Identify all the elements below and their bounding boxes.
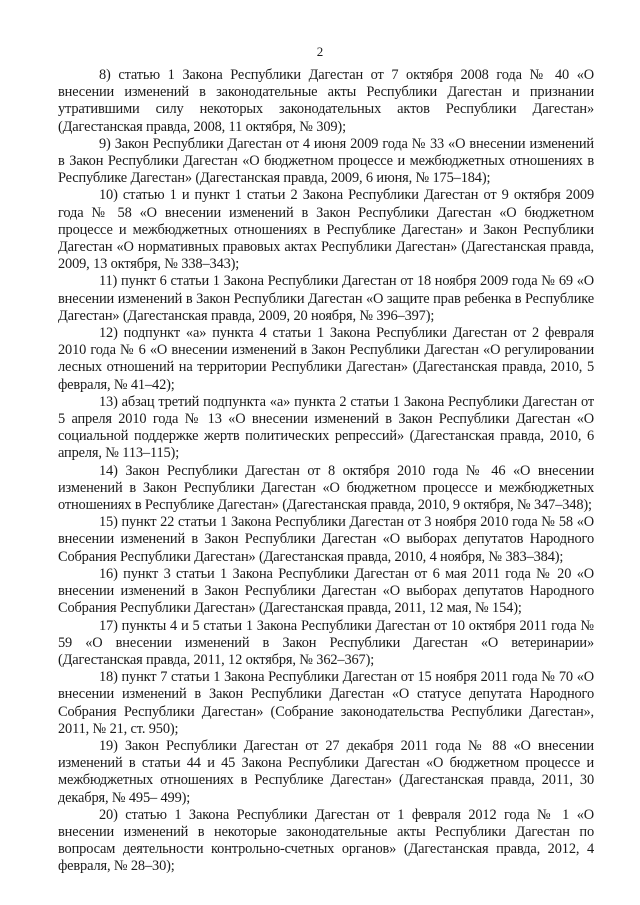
list-item: 19) Закон Республики Дагестан от 27 декабря 2011 года № 88 «О внесении изменений в статьи 44 и 45 Закона Республики Дагестан «О бюджетном процессе и межбюджетных отношениях в Республике Дагестан» (Дагестанская правда, 2011, 30 декабря, № 495– 499); — [58, 737, 594, 806]
list-item: 20) статью 1 Закона Республики Дагестан от 1 февраля 2012 года № 1 «О внесении изменений в некоторые законодательные акты Республики Дагестан по вопросам деятельности контрольно-счетных органов» (Дагестанская правда, 2012, 4 февраля, № 28–30); — [58, 806, 594, 875]
list-item: 10) статью 1 и пункт 1 статьи 2 Закона Республики Дагестан от 9 октября 2009 года № 58 «О внесении изменений в Закон Республики Дагестан «О бюджетном процессе и межбюджетных отношениях в Республике Дагестан» и Закон Республики Дагестан «О нормативных правовых актах Республики Дагестан» (Дагестанская правда, 2009, 13 октября, № 338–343); — [58, 187, 594, 273]
list-item: 9) Закон Республики Дагестан от 4 июня 2009 года № 33 «О внесении изменений в Закон Республики Дагестан «О бюджетном процессе и межбюджетных отношениях в Республике Дагестан» (Дагестанская правда, 2009, 6 июня, № 175–184); — [58, 135, 594, 187]
list-item: 12) подпункт «а» пункта 4 статьи 1 Закона Республики Дагестан от 2 февраля 2010 года № 6 «О внесении изменений в Закон Республики Дагестан «О регулировании лесных отношений на территории Республики Дагестан» (Дагестанская правда, 2010, 5 февраля, № 41–42); — [58, 325, 594, 393]
list-item: 13) абзац третий подпункта «а» пункта 2 статьи 1 Закона Республики Дагестан от 5 апреля 2010 года № 13 «О внесении изменений в Закон Республики Дагестан «О социальной поддержке жертв политических репрессий» (Дагестанская правда, 2010, 6 апреля, № 113–115); — [58, 393, 594, 462]
page-number: 2 — [316, 44, 324, 59]
list-item: 11) пункт 6 статьи 1 Закона Республики Дагестан от 18 ноября 2009 года № 69 «О внесении изменений в Закон Республики Дагестан «О защите прав ребенка в Республике Дагестан» (Дагестанская правда, 2009, 20 ноября, № 396–397); — [58, 273, 594, 324]
list-item: 16) пункт 3 статьи 1 Закона Республики Дагестан от 6 мая 2011 года № 20 «О внесении изменений в Закон Республики Дагестан «О выборах депутатов Народного Собрания Республики Дагестан» (Дагестанская правда, 2011, 12 мая, № 154); — [58, 565, 594, 617]
list-item: 15) пункт 22 статьи 1 Закона Республики Дагестан от 3 ноября 2010 года № 58 «О внесении изменений в Закон Республики Дагестан «О выборах депутатов Народного Собрания Республики Дагестан» (Дагестанская правда, 2010, 4 ноября, № 383–384); — [58, 514, 594, 565]
list-item: 8) статью 1 Закона Республики Дагестан от 7 октября 2008 года № 40 «О внесении изменений в законодательные акты Республики Дагестан и признании утратившими силу некоторых законодательных актов Республики Дагестан» (Дагестанская правда, 2008, 11 октября, № 309); — [58, 67, 594, 135]
list-item: 17) пункты 4 и 5 статьи 1 Закона Республики Дагестан от 10 октября 2011 года № 59 «О внесении изменений в Закон Республики Дагестан «О ветеринарии» (Дагестанская правда, 2011, 12 октября, № 362–367); — [58, 617, 594, 668]
list-item: 14) Закон Республики Дагестан от 8 октября 2010 года № 46 «О внесении изменений в Закон Республики Дагестан «О бюджетном процессе и межбюджетных отношениях в Республике Дагестан» (Дагестанская правда, 2010, 9 октября, № 347–348); — [58, 462, 594, 514]
list-item: 18) пункт 7 статьи 1 Закона Республики Дагестан от 15 ноября 2011 года № 70 «О внесении изменений в Закон Республики Дагестан «О статусе депутата Народного Собрания Республики Дагестан» (Собрание законодательства Республики Дагестан», 2011, № 21, ст. 950); — [58, 669, 594, 737]
document-body — [58, 67, 594, 876]
